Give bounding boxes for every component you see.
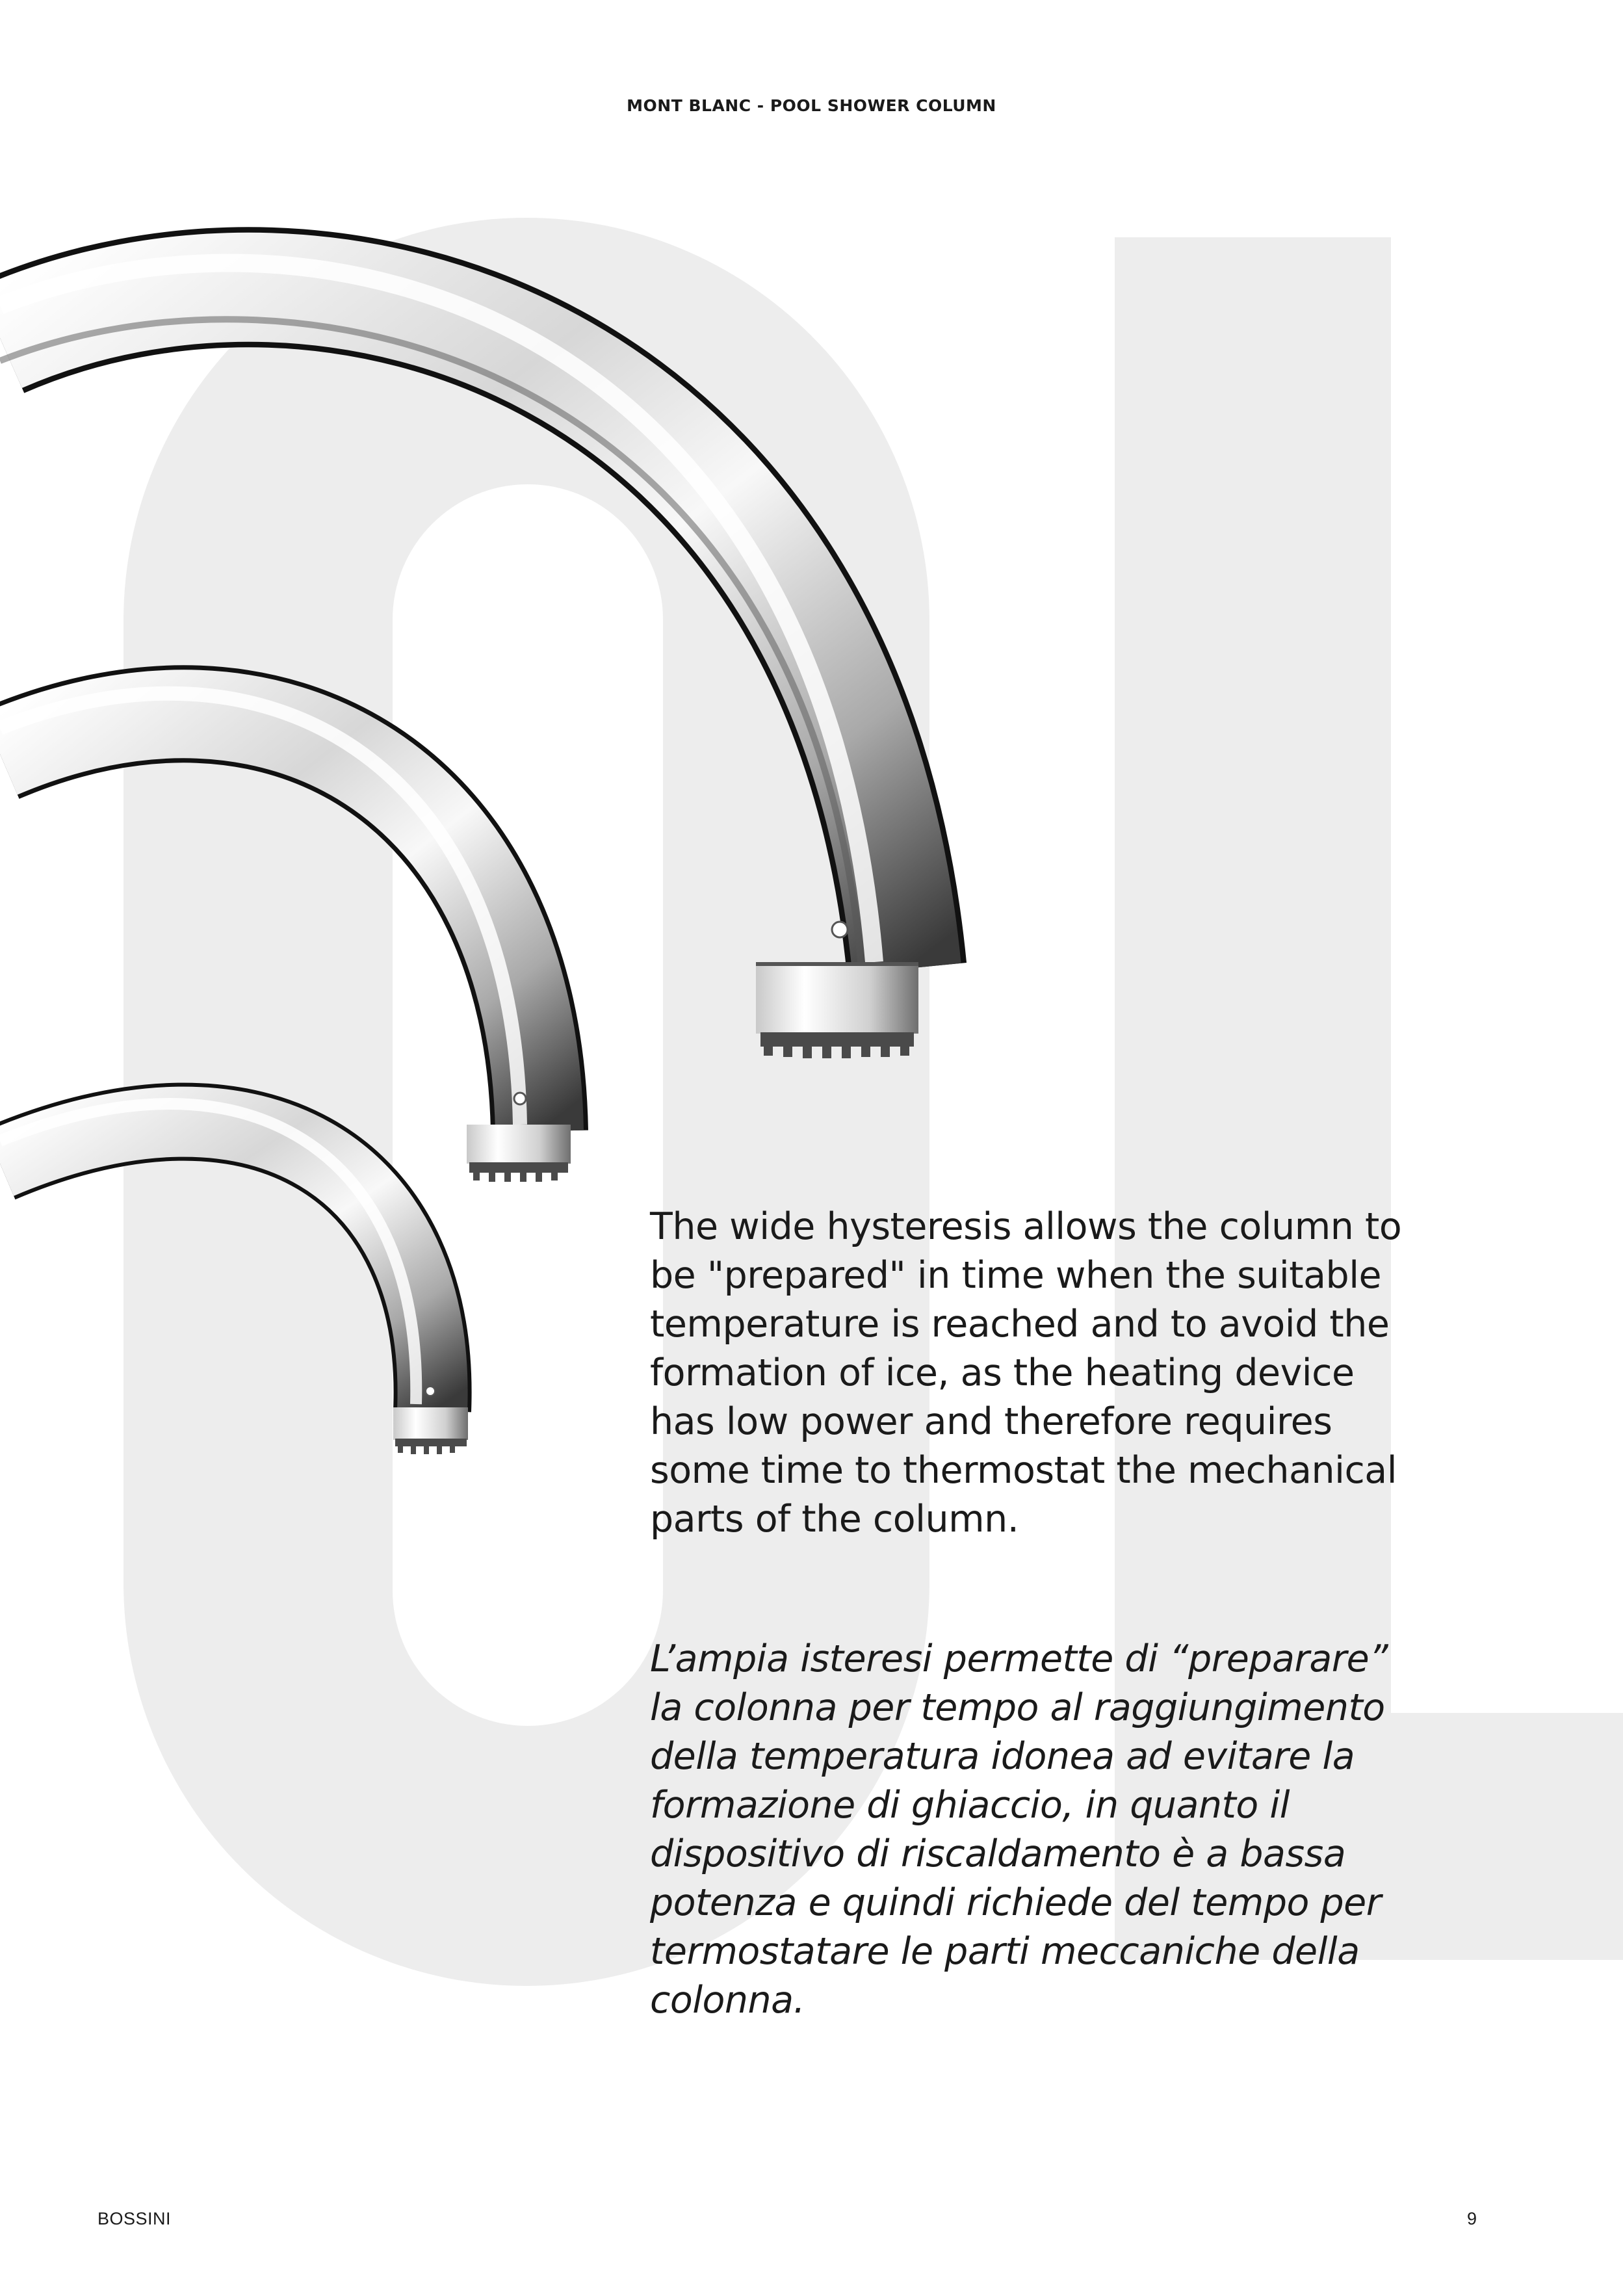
- footer-brand: BOSSINI: [97, 2209, 172, 2228]
- small-arm-head: [393, 1407, 468, 1440]
- large-arm-head: [756, 962, 918, 1034]
- medium-arm-head: [467, 1125, 571, 1164]
- body-paragraph-italian: L’ampia isteresi permette di “preparare” la colonna per tempo al raggiungimento della temperatura idonea ad evitare la formazione di ghiaccio, in quanto il dispositivo di riscaldamento è a bassa potenza e quindi richiede del tempo per termostatare le parti meccaniche della colonna.: [650, 1637, 1388, 2022]
- page-header-title: MONT BLANC - POOL SHOWER COLUMN: [627, 96, 996, 115]
- small-shower-arm: [0, 1104, 468, 1454]
- body-paragraph-english: The wide hysteresis allows the column to be "prepared" in time when the suitable temperature is reached and to avoid the formation of ice, as the heating device has low power and therefore requires some time to thermostat the mechanical parts of the column.: [650, 1205, 1402, 1541]
- footer-page-number: 9: [1466, 2209, 1477, 2228]
